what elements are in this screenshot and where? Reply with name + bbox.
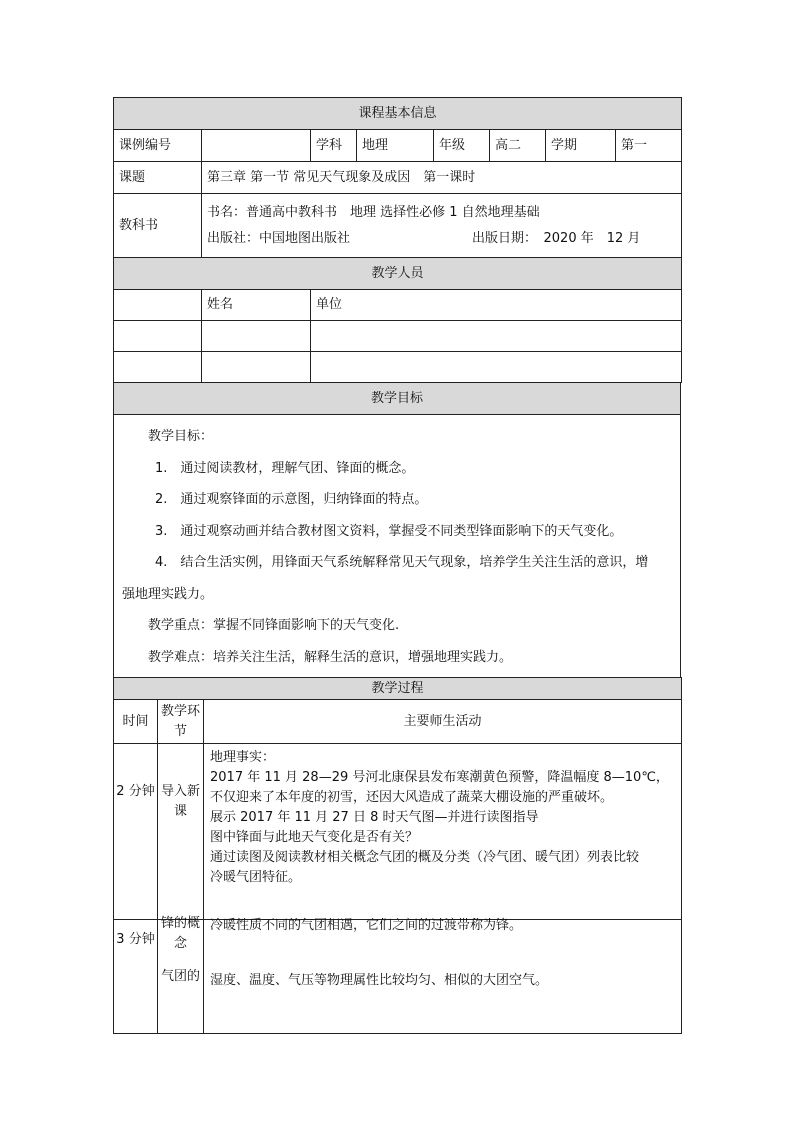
objectives-body: [114, 415, 681, 678]
objective-item-4-line1: 4. 结合生活实例，用锋面天气系统解释常见天气现象，培养学生关注生活的意识，增: [155, 555, 649, 570]
process-stage: 气团的: [160, 969, 200, 984]
label-textbook: 教科书: [114, 194, 202, 258]
value-topic: 第三章 第一节 常见天气现象及成因 第一课时: [202, 162, 682, 194]
staff-col-unit: 单位: [311, 290, 682, 321]
process-stage: 锋的概念: [160, 916, 200, 951]
objective-item: 1. 通过阅读教材，理解气团、锋面的概念。: [155, 460, 415, 476]
objective-item: 3. 通过观察动画并结合教材图文资料，掌握受不同类型锋面影响下的天气变化。: [155, 523, 623, 539]
value-subject: 地理: [357, 130, 434, 162]
difficulty: 教学难点：培养关注生活，解释生活的意识，增强地理实践力。: [148, 649, 513, 665]
process-col-time: 时间: [114, 700, 158, 744]
key-point: 教学重点：掌握不同锋面影响下的天气变化.: [148, 618, 400, 633]
objectives-table: [113, 382, 681, 678]
section-header-basic: 课程基本信息: [114, 98, 682, 130]
staff-row: [114, 321, 682, 352]
section-header-process: 教学过程: [114, 678, 682, 700]
process-stage: 导入新课: [158, 744, 204, 920]
label-subject: 学科: [311, 130, 357, 162]
staff-table: [113, 257, 682, 383]
process-time: 3 分钟: [114, 920, 158, 1034]
staff-col-name: 姓名: [202, 290, 311, 321]
objective-item-4-line2: 强地理实践力。: [122, 586, 214, 602]
activity-line: 湿度、温度、气压等物理属性比较均匀、相似的大团空气。: [210, 973, 549, 988]
objective-item: 2. 通过观察锋面的示意图，归纳锋面的特点。: [155, 492, 428, 507]
textbook-publisher: 出版社：中国地图出版社: [207, 230, 351, 246]
process-stage-cell: [158, 916, 204, 1034]
value-term: 第一: [616, 130, 682, 162]
process-activity: [204, 744, 682, 920]
process-time: 2 分钟: [114, 744, 158, 920]
staff-row: [114, 352, 682, 383]
activity-line: 不仅迎来了本年度的初雪，还因大风造成了蔬菜大棚设施的严重破坏。: [210, 790, 614, 805]
value-grade: 高二: [490, 130, 546, 162]
label-case-no: 课例编号: [114, 130, 202, 162]
process-activity: [204, 920, 682, 1034]
objectives-intro: 教学目标：: [148, 429, 214, 444]
basic-info-table: [113, 97, 682, 258]
process-col-activity: 主要师生活动: [204, 700, 682, 744]
textbook-name: 书名：普通高中教科书 地理 选择性必修 1 自然地理基础: [207, 204, 540, 220]
activity-line: 2017 年 11 月 28—29 号河北康保县发布寒潮黄色预警，降温幅度 8—10℃，: [210, 770, 669, 785]
process-col-stage: 教学环节: [158, 700, 204, 744]
activity-line: 冷暖性质不同的气团相遇，它们之间的过渡带称为锋。: [210, 918, 523, 933]
activity-line: 图中锋面与此地天气变化是否有关？: [210, 830, 419, 845]
activity-line: 通过读图及阅读教材相关概念气团的概及分类（冷气团、暖气团）列表比较: [210, 850, 640, 865]
section-header-staff: 教学人员: [114, 258, 682, 290]
process-row: [114, 744, 682, 920]
label-term: 学期: [546, 130, 616, 162]
value-case-no: [202, 130, 311, 162]
section-header-objectives: 教学目标: [114, 383, 681, 415]
value-textbook: [202, 194, 682, 258]
activity-line: 地理事实：: [210, 750, 276, 765]
staff-header-blank: [114, 290, 202, 321]
label-grade: 年级: [434, 130, 490, 162]
process-table: [113, 677, 682, 1034]
process-row: [114, 920, 682, 1034]
textbook-pub-date: 出版日期： 2020 年 12 月: [472, 230, 641, 246]
label-topic: 课题: [114, 162, 202, 194]
lesson-info-sheet: [113, 97, 681, 1034]
activity-line: 冷暖气团特征。: [210, 870, 302, 885]
activity-line: 展示 2017 年 11 月 27 日 8 时天气图—并进行读图指导: [210, 810, 539, 825]
